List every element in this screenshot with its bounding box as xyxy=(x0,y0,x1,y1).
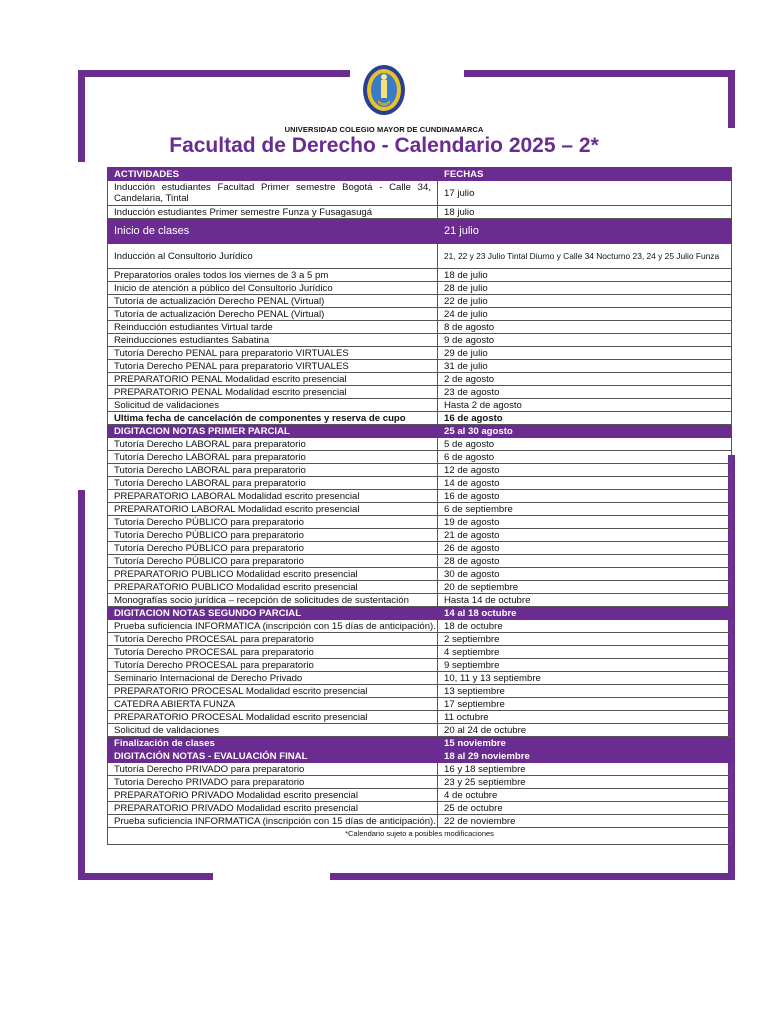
date-cell: 26 de agosto xyxy=(438,542,732,555)
table-row xyxy=(108,802,732,815)
table-row xyxy=(108,386,732,399)
activity-cell: Inducción estudiantes Facultad Primer semestre Bogotá - Calle 34, Candelaria, Tintal xyxy=(108,181,438,206)
frame-top-left xyxy=(78,70,350,77)
activity-cell: Ultima fecha de cancelación de componentes y reserva de cupo xyxy=(108,412,438,425)
activity-cell: Prueba suficiencia INFORMATICA (inscripción con 15 días de anticipación). xyxy=(108,815,438,828)
date-cell: 29 de julio xyxy=(438,347,732,360)
table-row xyxy=(108,347,732,360)
activity-cell: Inducción al Consultorio Jurídico xyxy=(108,244,438,269)
date-cell: 22 de noviembre xyxy=(438,815,732,828)
date-cell: 6 de agosto xyxy=(438,451,732,464)
university-seal-icon xyxy=(360,62,408,118)
table-row xyxy=(108,516,732,529)
date-cell: 21, 22 y 23 Julio Tintal Diurno y Calle 34 Nocturno 23, 24 y 25 Julio Funza xyxy=(438,244,732,269)
table-row xyxy=(108,555,732,568)
table-row xyxy=(108,503,732,516)
activity-cell: Tutoría Derecho PRIVADO para preparatorio xyxy=(108,763,438,776)
table-header-row xyxy=(108,168,732,181)
date-cell: 17 julio xyxy=(438,181,732,206)
date-cell: 8 de agosto xyxy=(438,321,732,334)
date-cell: 25 al 30 agosto xyxy=(438,425,732,438)
table-row xyxy=(108,529,732,542)
table-row xyxy=(108,438,732,451)
date-cell: 9 de agosto xyxy=(438,334,732,347)
date-cell: 13 septiembre xyxy=(438,685,732,698)
activity-cell: Monografías socio jurídica – recepción de solicitudes de sustentación xyxy=(108,594,438,607)
date-cell: 17 septiembre xyxy=(438,698,732,711)
table-row xyxy=(108,815,732,828)
date-cell: 23 y 25 septiembre xyxy=(438,776,732,789)
activity-cell: Finalización de clases xyxy=(108,737,438,750)
date-cell: 31 de julio xyxy=(438,360,732,373)
date-cell: 30 de agosto xyxy=(438,568,732,581)
activity-cell: PREPARATORIO PENAL Modalidad escrito presencial xyxy=(108,386,438,399)
activity-cell: Inicio de clases xyxy=(108,219,438,244)
activity-cell: Prueba suficiencia INFORMATICA (inscripción con 15 días de anticipación). xyxy=(108,620,438,633)
date-cell: 11 octubre xyxy=(438,711,732,724)
frame-right-top xyxy=(728,70,735,128)
table-row xyxy=(108,451,732,464)
activity-cell: Tutoría Derecho PROCESAL para preparatorio xyxy=(108,633,438,646)
activity-cell: DIGITACION NOTAS SEGUNDO PARCIAL xyxy=(108,607,438,620)
activity-cell: Inducción estudiantes Primer semestre Funza y Fusagasugá xyxy=(108,206,438,219)
activity-cell: Tutoría Derecho PENAL para preparatorio VIRTUALES xyxy=(108,360,438,373)
table-row xyxy=(108,269,732,282)
frame-left-lower xyxy=(78,490,85,880)
table-row xyxy=(108,776,732,789)
table-row xyxy=(108,206,732,219)
table-row xyxy=(108,659,732,672)
activity-cell: Solicitud de validaciones xyxy=(108,399,438,412)
activity-cell: PREPARATORIO LABORAL Modalidad escrito presencial xyxy=(108,503,438,516)
table-row xyxy=(108,373,732,386)
activity-cell: Tutoría Derecho PÚBLICO para preparatorio xyxy=(108,555,438,568)
table-row xyxy=(108,607,732,620)
activity-cell: Tutoría Derecho LABORAL para preparatorio xyxy=(108,438,438,451)
date-cell: 16 y 18 septiembre xyxy=(438,763,732,776)
activity-cell: DIGITACION NOTAS PRIMER PARCIAL xyxy=(108,425,438,438)
date-cell: 23 de agosto xyxy=(438,386,732,399)
table-row xyxy=(108,425,732,438)
date-cell: 14 al 18 octubre xyxy=(438,607,732,620)
table-row xyxy=(108,219,732,244)
date-cell: Hasta 2 de agosto xyxy=(438,399,732,412)
date-cell: 28 de agosto xyxy=(438,555,732,568)
date-cell: 18 al 29 noviembre xyxy=(438,750,732,763)
table-row xyxy=(108,321,732,334)
table-row xyxy=(108,763,732,776)
table-row xyxy=(108,620,732,633)
footnote: *Calendario sujeto a posibles modificaciones xyxy=(108,828,732,845)
table-row xyxy=(108,633,732,646)
date-cell: 4 de octubre xyxy=(438,789,732,802)
table-row xyxy=(108,698,732,711)
date-cell: 14 de agosto xyxy=(438,477,732,490)
date-cell: 2 de agosto xyxy=(438,373,732,386)
date-cell: 12 de agosto xyxy=(438,464,732,477)
date-cell: 25 de octubre xyxy=(438,802,732,815)
date-cell: 5 de agosto xyxy=(438,438,732,451)
table-row xyxy=(108,789,732,802)
table-row xyxy=(108,685,732,698)
date-cell: 21 de agosto xyxy=(438,529,732,542)
table-row xyxy=(108,308,732,321)
date-cell: 18 de octubre xyxy=(438,620,732,633)
activity-cell: DIGITACIÓN NOTAS - EVALUACIÓN FINAL xyxy=(108,750,438,763)
activity-cell: Tutoría Derecho PÚBLICO para preparatorio xyxy=(108,542,438,555)
date-cell: Hasta 14 de octubre xyxy=(438,594,732,607)
activity-cell: PREPARATORIO PRIVADO Modalidad escrito presencial xyxy=(108,802,438,815)
table-row xyxy=(108,737,732,750)
activity-cell: Tutoría Derecho PÚBLICO para preparatorio xyxy=(108,516,438,529)
date-cell: 18 julio xyxy=(438,206,732,219)
activity-cell: Tutoría Derecho LABORAL para preparatorio xyxy=(108,477,438,490)
table-row xyxy=(108,295,732,308)
activity-cell: Tutoría Derecho LABORAL para preparatorio xyxy=(108,464,438,477)
table-row xyxy=(108,542,732,555)
date-cell: 6 de septiembre xyxy=(438,503,732,516)
activity-cell: Inicio de atención a público del Consultorio Jurídico xyxy=(108,282,438,295)
frame-bottom-right xyxy=(330,873,735,880)
date-cell: 20 de septiembre xyxy=(438,581,732,594)
activity-cell: Seminario Internacional de Derecho Privado xyxy=(108,672,438,685)
activity-cell: Tutoría Derecho PROCESAL para preparatorio xyxy=(108,646,438,659)
table-row xyxy=(108,711,732,724)
date-cell: 2 septiembre xyxy=(438,633,732,646)
activity-cell: PREPARATORIO PROCESAL Modalidad escrito presencial xyxy=(108,711,438,724)
frame-bottom-left xyxy=(78,873,213,880)
activity-cell: Tutoría de actualización Derecho PENAL (Virtual) xyxy=(108,295,438,308)
activity-cell: Tutoría Derecho PÚBLICO para preparatorio xyxy=(108,529,438,542)
table-row xyxy=(108,672,732,685)
activity-cell: Tutoría Derecho LABORAL para preparatorio xyxy=(108,451,438,464)
activity-cell: Reinducción estudiantes Virtual tarde xyxy=(108,321,438,334)
date-cell: 16 de agosto xyxy=(438,490,732,503)
date-cell: 4 septiembre xyxy=(438,646,732,659)
date-cell: 19 de agosto xyxy=(438,516,732,529)
activity-cell: CATEDRA ABIERTA FUNZA xyxy=(108,698,438,711)
activity-cell: Preparatorios orales todos los viernes de 3 a 5 pm xyxy=(108,269,438,282)
table-row xyxy=(108,724,732,737)
date-cell: 24 de julio xyxy=(438,308,732,321)
footnote-row xyxy=(108,828,732,845)
activity-cell: Solicitud de validaciones xyxy=(108,724,438,737)
activity-cell: PREPARATORIO PROCESAL Modalidad escrito presencial xyxy=(108,685,438,698)
table-row xyxy=(108,490,732,503)
table-row xyxy=(108,181,732,206)
activity-cell: Tutoría Derecho PENAL para preparatorio VIRTUALES xyxy=(108,347,438,360)
activity-cell: Reinducciones estudiantes Sabatina xyxy=(108,334,438,347)
table-row xyxy=(108,568,732,581)
table-row xyxy=(108,360,732,373)
table-row xyxy=(108,244,732,269)
activity-cell: PREPARATORIO PUBLICO Modalidad escrito presencial xyxy=(108,568,438,581)
date-cell: 15 noviembre xyxy=(438,737,732,750)
date-cell: 10, 11 y 13 septiembre xyxy=(438,672,732,685)
table-row xyxy=(108,464,732,477)
activity-cell: PREPARATORIO PRIVADO Modalidad escrito presencial xyxy=(108,789,438,802)
activity-cell: PREPARATORIO LABORAL Modalidad escrito presencial xyxy=(108,490,438,503)
date-cell: 21 julio xyxy=(438,219,732,244)
table-row xyxy=(108,399,732,412)
table-row xyxy=(108,581,732,594)
column-header-activities: ACTIVIDADES xyxy=(108,168,438,181)
table-row xyxy=(108,334,732,347)
date-cell: 22 de julio xyxy=(438,295,732,308)
calendar-table xyxy=(107,167,732,845)
date-cell: 20 al 24 de octubre xyxy=(438,724,732,737)
date-cell: 9 septiembre xyxy=(438,659,732,672)
table-row xyxy=(108,282,732,295)
activity-cell: Tutoría de actualización Derecho PENAL (Virtual) xyxy=(108,308,438,321)
activity-cell: PREPARATORIO PUBLICO Modalidad escrito presencial xyxy=(108,581,438,594)
date-cell: 16 de agosto xyxy=(438,412,732,425)
activity-cell: Tutoría Derecho PRIVADO para preparatorio xyxy=(108,776,438,789)
university-name: UNIVERSIDAD COLEGIO MAYOR DE CUNDINAMARCA xyxy=(284,125,484,134)
table-row xyxy=(108,750,732,763)
table-row xyxy=(108,594,732,607)
date-cell: 18 de julio xyxy=(438,269,732,282)
table-row xyxy=(108,477,732,490)
table-row xyxy=(108,412,732,425)
table-row xyxy=(108,646,732,659)
page-title: Facultad de Derecho - Calendario 2025 – 2* xyxy=(169,134,599,157)
frame-top-right xyxy=(464,70,734,77)
column-header-dates: FECHAS xyxy=(438,168,732,181)
date-cell: 28 de julio xyxy=(438,282,732,295)
activity-cell: PREPARATORIO PENAL Modalidad escrito presencial xyxy=(108,373,438,386)
activity-cell: Tutoría Derecho PROCESAL para preparatorio xyxy=(108,659,438,672)
